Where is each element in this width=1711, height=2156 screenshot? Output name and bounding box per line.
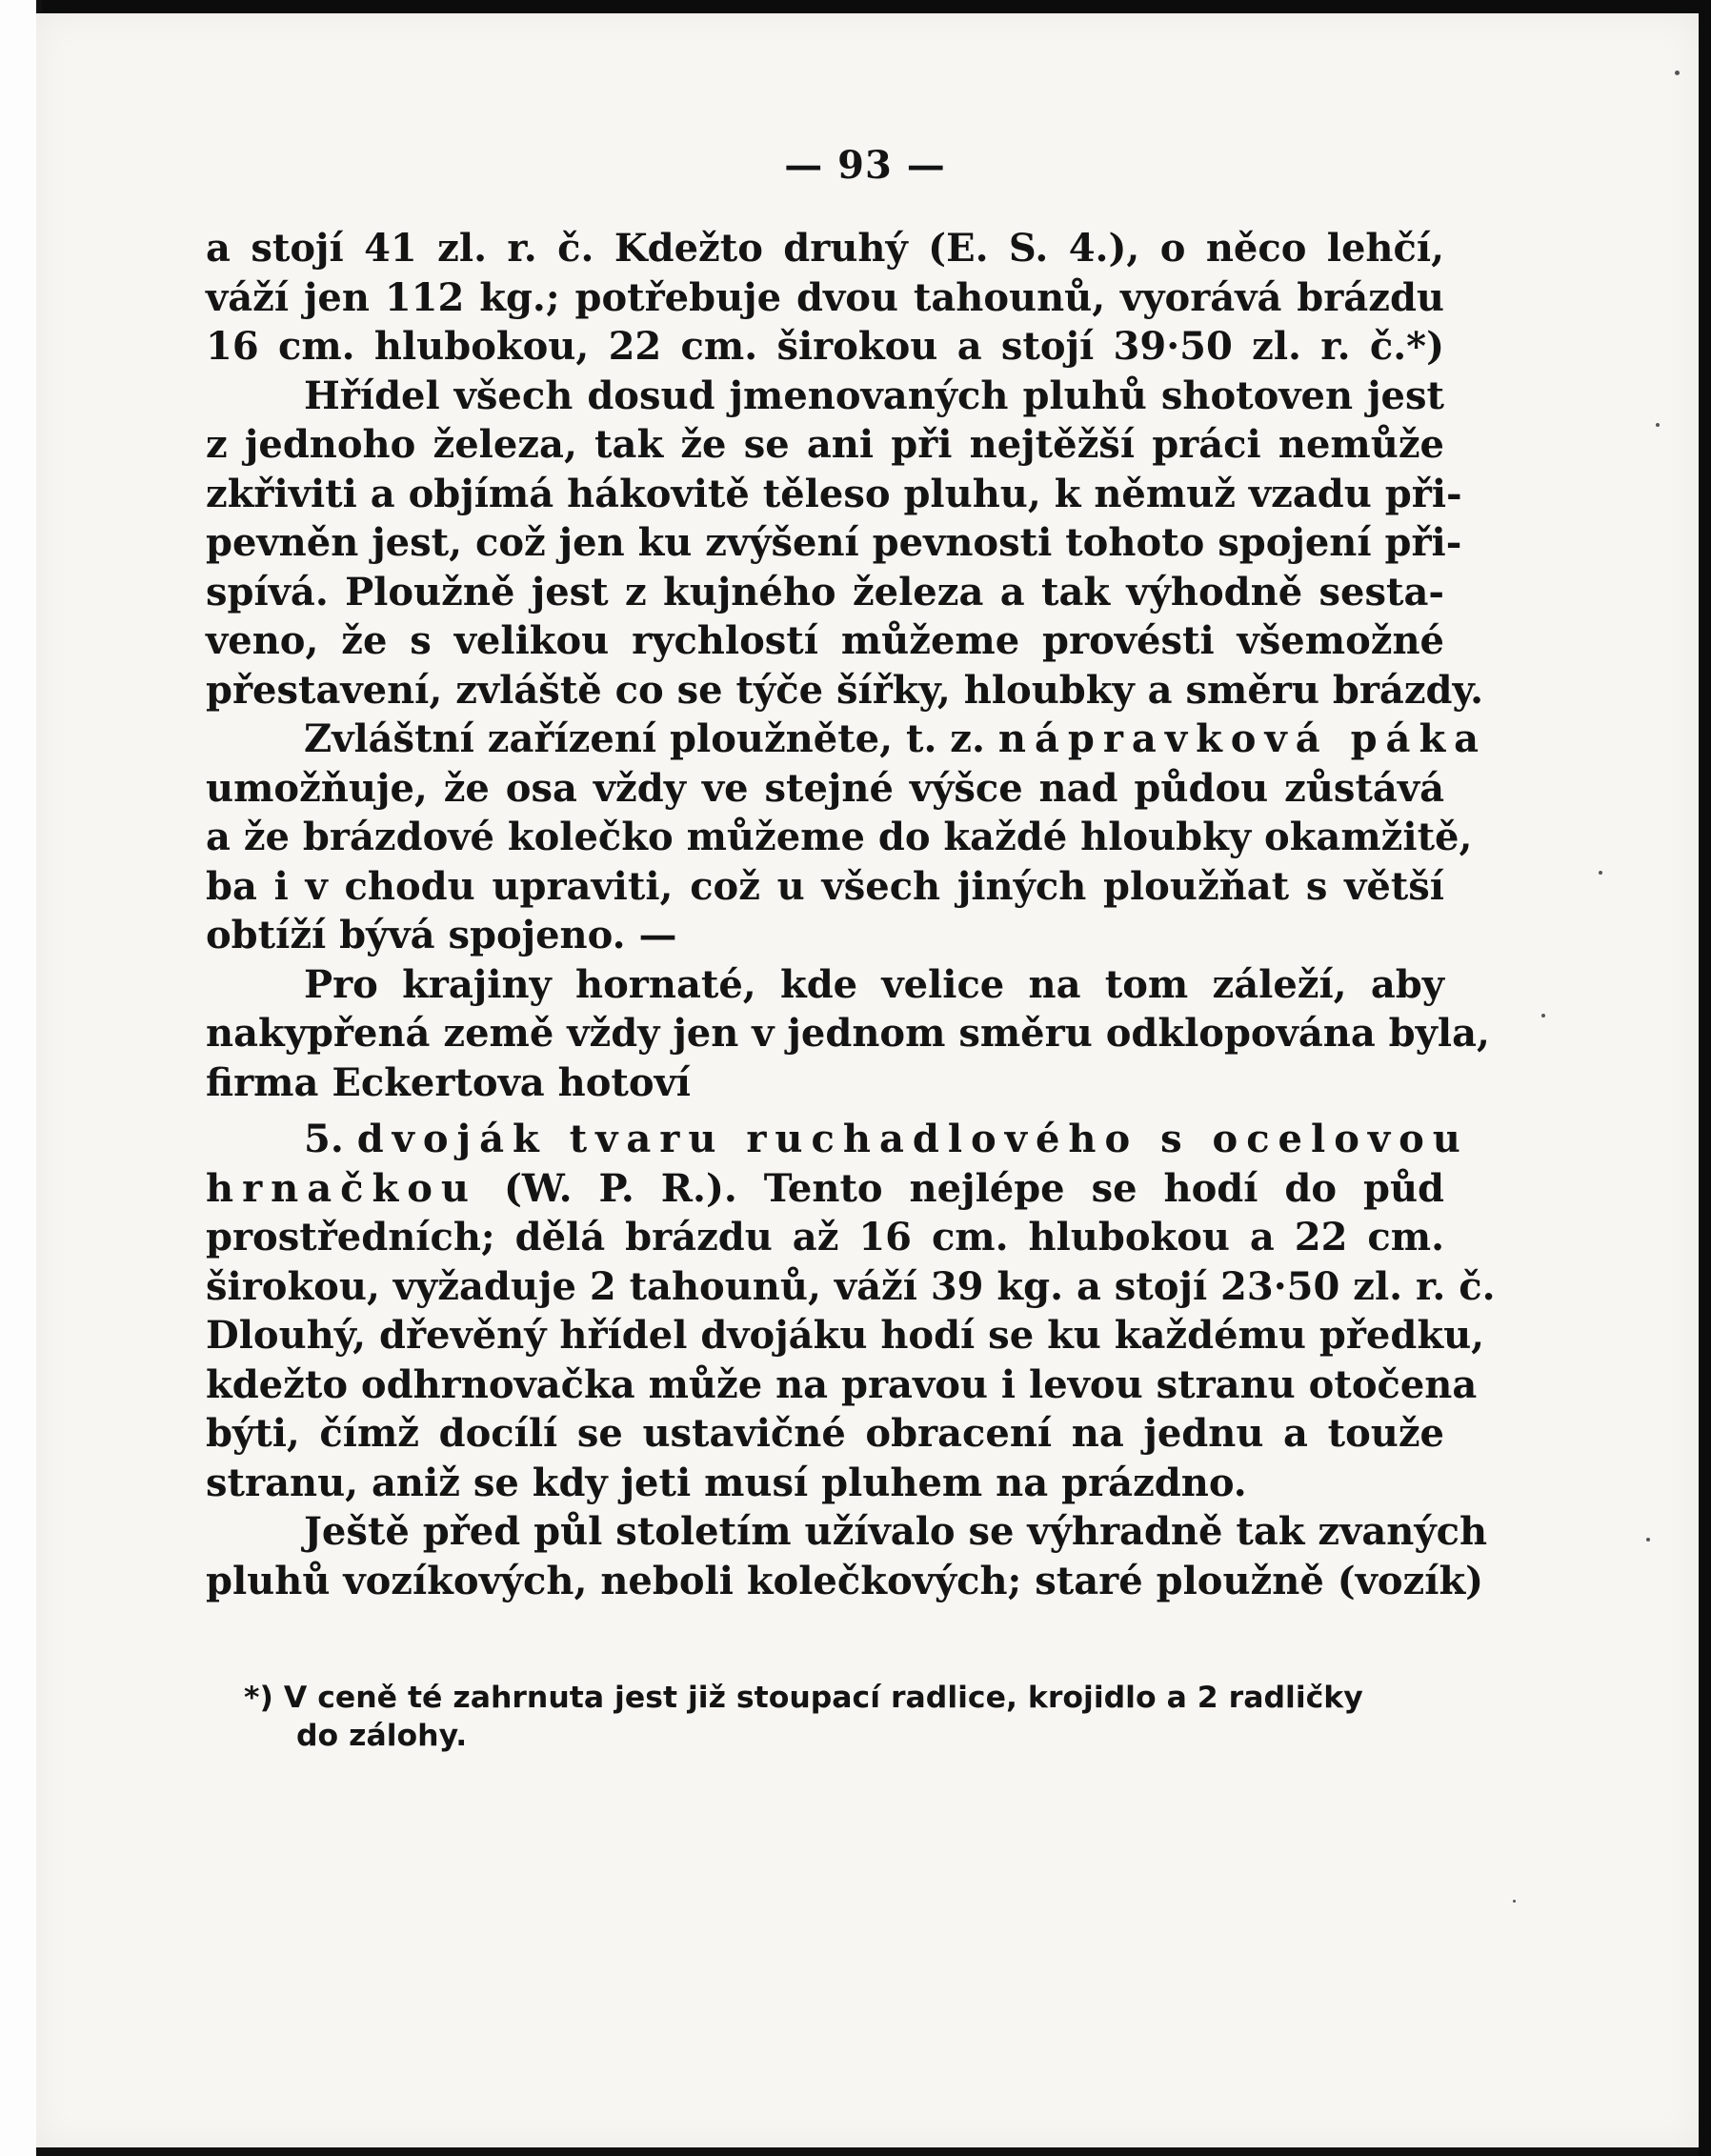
text-line: pluhů vozíkových, neboli kolečkových; staré ploužně (vozík) bbox=[206, 1558, 1484, 1603]
text-line: Ještě před půl stoletím užívalo se výhradně tak zvaných bbox=[304, 1509, 1488, 1554]
text-line: 16 cm. hlubokou, 22 cm. širokou a stojí 39·50 zl. r. č.*) bbox=[206, 324, 1444, 369]
footnote-line bbox=[244, 1679, 1444, 1717]
text-line: veno, že s velikou rychlostí můžeme provésti všemožné bbox=[206, 618, 1444, 663]
footnote-line: do zálohy. bbox=[296, 1719, 468, 1753]
footnote-marker: *) bbox=[244, 1681, 273, 1715]
paper-speck bbox=[1513, 1900, 1516, 1903]
text-line: Pro krajiny hornaté, kde velice na tom záleží, aby bbox=[304, 961, 1444, 1007]
text-line: stranu, aniž se kdy jeti musí pluhem na prázdno. bbox=[206, 1460, 1247, 1505]
text-line: spívá. Ploužně jest z kujného železa a tak výhodně sesta- bbox=[206, 569, 1444, 615]
text-line: Hřídel všech dosud jmenovaných pluhů shotoven jest bbox=[304, 373, 1444, 418]
scan-top-edge bbox=[0, 0, 1711, 13]
paper-speck bbox=[1675, 71, 1680, 75]
text-line: přestavení, zvláště co se týče šířky, hloubky a směru brázdy. bbox=[206, 667, 1484, 713]
text-fragment: 5. bbox=[304, 1117, 344, 1161]
text-line: obtíží bývá spojeno. — bbox=[206, 913, 677, 957]
text-line bbox=[206, 1164, 1444, 1214]
footnote bbox=[244, 1679, 1444, 1755]
text-line: prostředních; dělá brázdu až 16 cm. hlubokou a 22 cm. bbox=[206, 1215, 1444, 1259]
text-line: pevněn jest, což jen ku zvýšení pevnosti tohoto spojení při- bbox=[206, 520, 1462, 565]
text-fragment: (W. P. R.). Tento nejlépe se hodí do půd bbox=[503, 1165, 1444, 1211]
text-line: nakypřená země vždy jen v jednom směru odklopována byla, bbox=[206, 1011, 1490, 1056]
text-line: váží jen 112 kg.; potřebuje dvou tahounů, vyorává brázdu bbox=[206, 274, 1444, 320]
text-line: a že brázdové kolečko můžeme do každé hloubky okamžitě, bbox=[206, 815, 1473, 859]
text-line: širokou, vyžaduje 2 tahounů, váží 39 kg. a stojí 23·50 zl. r. č. bbox=[206, 1263, 1496, 1309]
text-line: a stojí 41 zl. r. č. Kdežto druhý (E. S. 4.), o něco lehčí, bbox=[206, 226, 1444, 271]
spaced-emphasis: dvoják tvaru ruchadlového s ocelovou bbox=[356, 1117, 1469, 1161]
text-fragment: Zvláštní zařízení ploužněte, t. z. bbox=[304, 716, 985, 761]
text-line bbox=[206, 1115, 1469, 1164]
text-line: umožňuje, že osa vždy ve stejné výšce nad půdou zůstává bbox=[206, 765, 1444, 811]
text-line: firma Eckertova hotoví bbox=[206, 1059, 692, 1105]
scan-right-edge bbox=[1699, 0, 1711, 2156]
text-line bbox=[206, 715, 1488, 764]
text-line: ba i v chodu upraviti, což u všech jiných ploužňat s větší bbox=[206, 863, 1444, 909]
paper-speck bbox=[1599, 871, 1602, 875]
text-line: z jednoho železa, tak že se ani při nejtěžší práci nemůže bbox=[206, 422, 1444, 467]
spaced-emphasis: hrnačkou bbox=[206, 1165, 477, 1211]
footnote-text: V ceně té zahrnuta jest již stoupací radlice, krojidlo a 2 radličky bbox=[283, 1681, 1363, 1715]
text-line: Dlouhý, dřevěný hřídel dvojáku hodí se ku každému předku, bbox=[206, 1313, 1485, 1358]
text-line: býti, čímž docílí se ustavičné obracení na jednu a touže bbox=[206, 1411, 1444, 1456]
page-number: — 93 — bbox=[784, 143, 946, 188]
paper-speck bbox=[1646, 1538, 1650, 1541]
body-text bbox=[206, 224, 1496, 1605]
spaced-emphasis: nápravková páka bbox=[997, 716, 1488, 761]
paper-speck bbox=[1541, 1014, 1545, 1018]
text-line: zkřiviti a objímá hákovitě těleso pluhu, k němuž vzadu při- bbox=[206, 471, 1462, 516]
paper-speck bbox=[1656, 423, 1660, 427]
text-line: kdežto odhrnovačka může na pravou i levou stranu otočena bbox=[206, 1361, 1478, 1407]
